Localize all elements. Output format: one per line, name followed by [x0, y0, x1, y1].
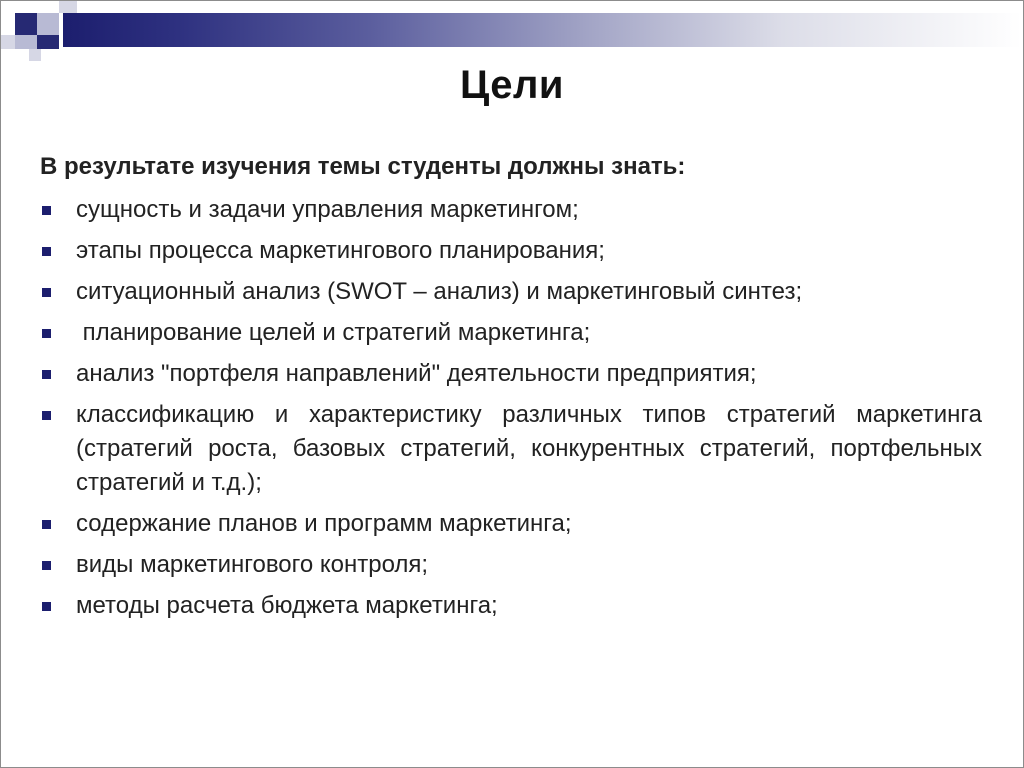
square-bullet-icon — [42, 561, 51, 570]
header-gradient-bar — [63, 13, 1022, 47]
list-item — [40, 589, 982, 623]
list-item — [40, 507, 982, 541]
list-item-text: методы расчета бюджета маркетинга; — [76, 592, 498, 619]
bullet-list — [40, 193, 982, 630]
list-item — [40, 193, 982, 227]
square-bullet-icon — [42, 329, 51, 338]
square-bullet-icon — [42, 602, 51, 611]
square-bullet-icon — [42, 247, 51, 256]
header-square-decoration — [1, 35, 15, 49]
list-item — [40, 316, 982, 350]
header-square-decoration — [59, 1, 77, 13]
header-square-decoration — [37, 35, 59, 49]
list-item — [40, 357, 982, 391]
square-bullet-icon — [42, 206, 51, 215]
list-item — [40, 234, 982, 268]
intro-text: В результате изучения темы студенты должны знать: — [40, 153, 686, 180]
header-square-decoration — [29, 49, 41, 61]
square-bullet-icon — [42, 411, 51, 420]
list-item-text: виды маркетингового контроля; — [76, 551, 429, 578]
header-square-decoration — [37, 13, 59, 35]
header-square-decoration — [15, 35, 37, 49]
square-bullet-icon — [42, 520, 51, 529]
square-bullet-icon — [42, 288, 51, 297]
list-item-text: классификацию и характеристику различных типов стратегий маркетинга (стратегий роста, базовых стратегий, конкурентных стратегий, портфельных стратегий и т.д.); — [76, 401, 982, 496]
square-bullet-icon — [42, 370, 51, 379]
list-item-text: анализ "портфеля направлений" деятельности предприятия; — [76, 360, 757, 387]
list-item-text: ситуационный анализ (SWOT – анализ) и маркетинговый синтез; — [76, 278, 803, 305]
list-item-text: содержание планов и программ маркетинга; — [76, 510, 572, 537]
list-item — [40, 275, 982, 309]
list-item — [40, 548, 982, 582]
list-item-text: этапы процесса маркетингового планирования; — [76, 237, 605, 264]
list-item-text: сущность и задачи управления маркетингом; — [76, 196, 579, 223]
header-square-decoration — [15, 13, 37, 35]
list-item — [40, 398, 982, 500]
list-item-text: планирование целей и стратегий маркетинга; — [76, 319, 591, 346]
slide-title: Цели — [460, 63, 564, 107]
